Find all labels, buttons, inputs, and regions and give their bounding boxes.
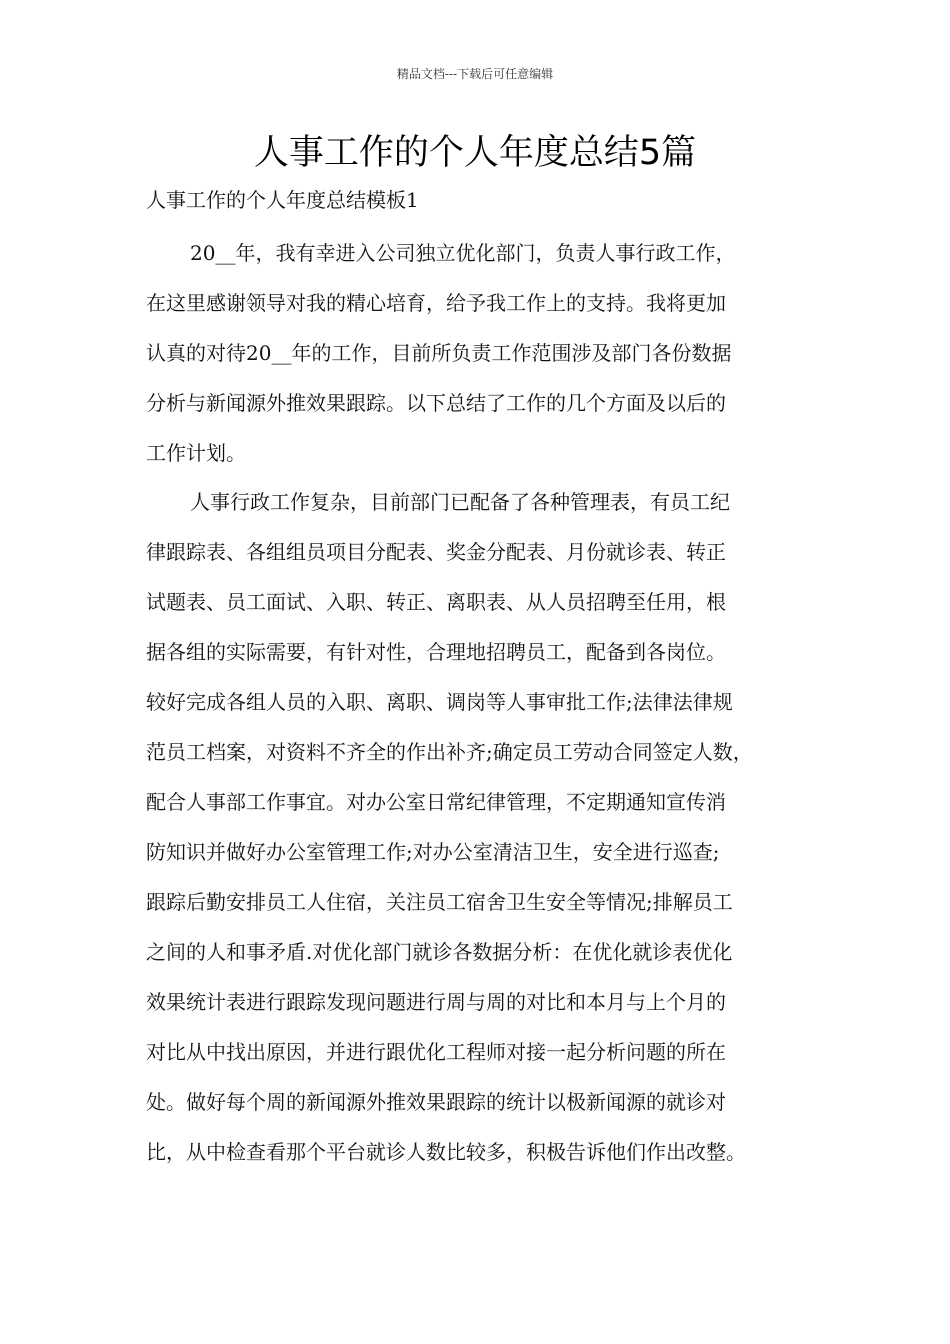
paragraph-line: 人事行政工作复杂，目前部门已配备了各种管理表，有员工纪 bbox=[190, 490, 730, 514]
paragraph-line: 分析与新闻源外推效果跟踪。以下总结了工作的几个方面及以后的 bbox=[146, 391, 726, 415]
document-title: 人事工作的个人年度总结5篇 bbox=[253, 133, 697, 173]
paragraph-line: 范员工档案，对资料不齐全的作出补齐;确定员工劳动合同签定人数， bbox=[146, 740, 753, 764]
paragraph-line: 工作计划。 bbox=[146, 441, 246, 465]
paragraph-line: 较好完成各组人员的入职、离职、调岗等人事审批工作;法律法律规 bbox=[146, 690, 733, 714]
section-subtitle: 人事工作的个人年度总结模板1 bbox=[146, 188, 419, 212]
paragraph-line: 比，从中检查看那个平台就诊人数比较多，积极告诉他们作出改整。 bbox=[146, 1140, 746, 1164]
paragraph-line: 试题表、员工面试、入职、转正、离职表、从人员招聘至任用，根 bbox=[146, 590, 726, 614]
paragraph-line: 律跟踪表、各组组员项目分配表、奖金分配表、月份就诊表、转正 bbox=[146, 540, 726, 564]
paragraph-line: 跟踪后勤安排员工人住宿，关注员工宿舍卫生安全等情况;排解员工 bbox=[146, 890, 733, 914]
paragraph-1 bbox=[146, 228, 735, 478]
paragraph-line: 配合人事部工作事宜。对办公室日常纪律管理，不定期通知宣传消 bbox=[146, 790, 726, 814]
paragraph-line: 之间的人和事矛盾.对优化部门就诊各数据分析：在优化就诊表优化 bbox=[146, 940, 733, 964]
paragraph-2 bbox=[146, 477, 753, 1177]
paragraph-line: 效果统计表进行跟踪发现问题进行周与周的对比和本月与上个月的 bbox=[146, 990, 726, 1014]
paragraph-line: 防知识并做好办公室管理工作;对办公室清洁卫生，安全进行巡查; bbox=[146, 840, 720, 864]
header-note: 精品文档---下载后可任意编辑 bbox=[396, 67, 554, 81]
paragraph-line: 20__年，我有幸进入公司独立优化部门，负责人事行政工作， bbox=[190, 241, 736, 265]
paragraph-line: 在这里感谢领导对我的精心培育，给予我工作上的支持。我将更加 bbox=[146, 291, 726, 315]
paragraph-line: 处。做好每个周的新闻源外推效果跟踪的统计以极新闻源的就诊对 bbox=[146, 1090, 726, 1114]
paragraph-line: 认真的对待20__年的工作，目前所负责工作范围涉及部门各份数据 bbox=[146, 341, 732, 365]
paragraph-line: 对比从中找出原因，并进行跟优化工程师对接一起分析问题的所在 bbox=[146, 1040, 726, 1064]
paragraph-line: 据各组的实际需要，有针对性，合理地招聘员工，配备到各岗位。 bbox=[146, 640, 726, 664]
